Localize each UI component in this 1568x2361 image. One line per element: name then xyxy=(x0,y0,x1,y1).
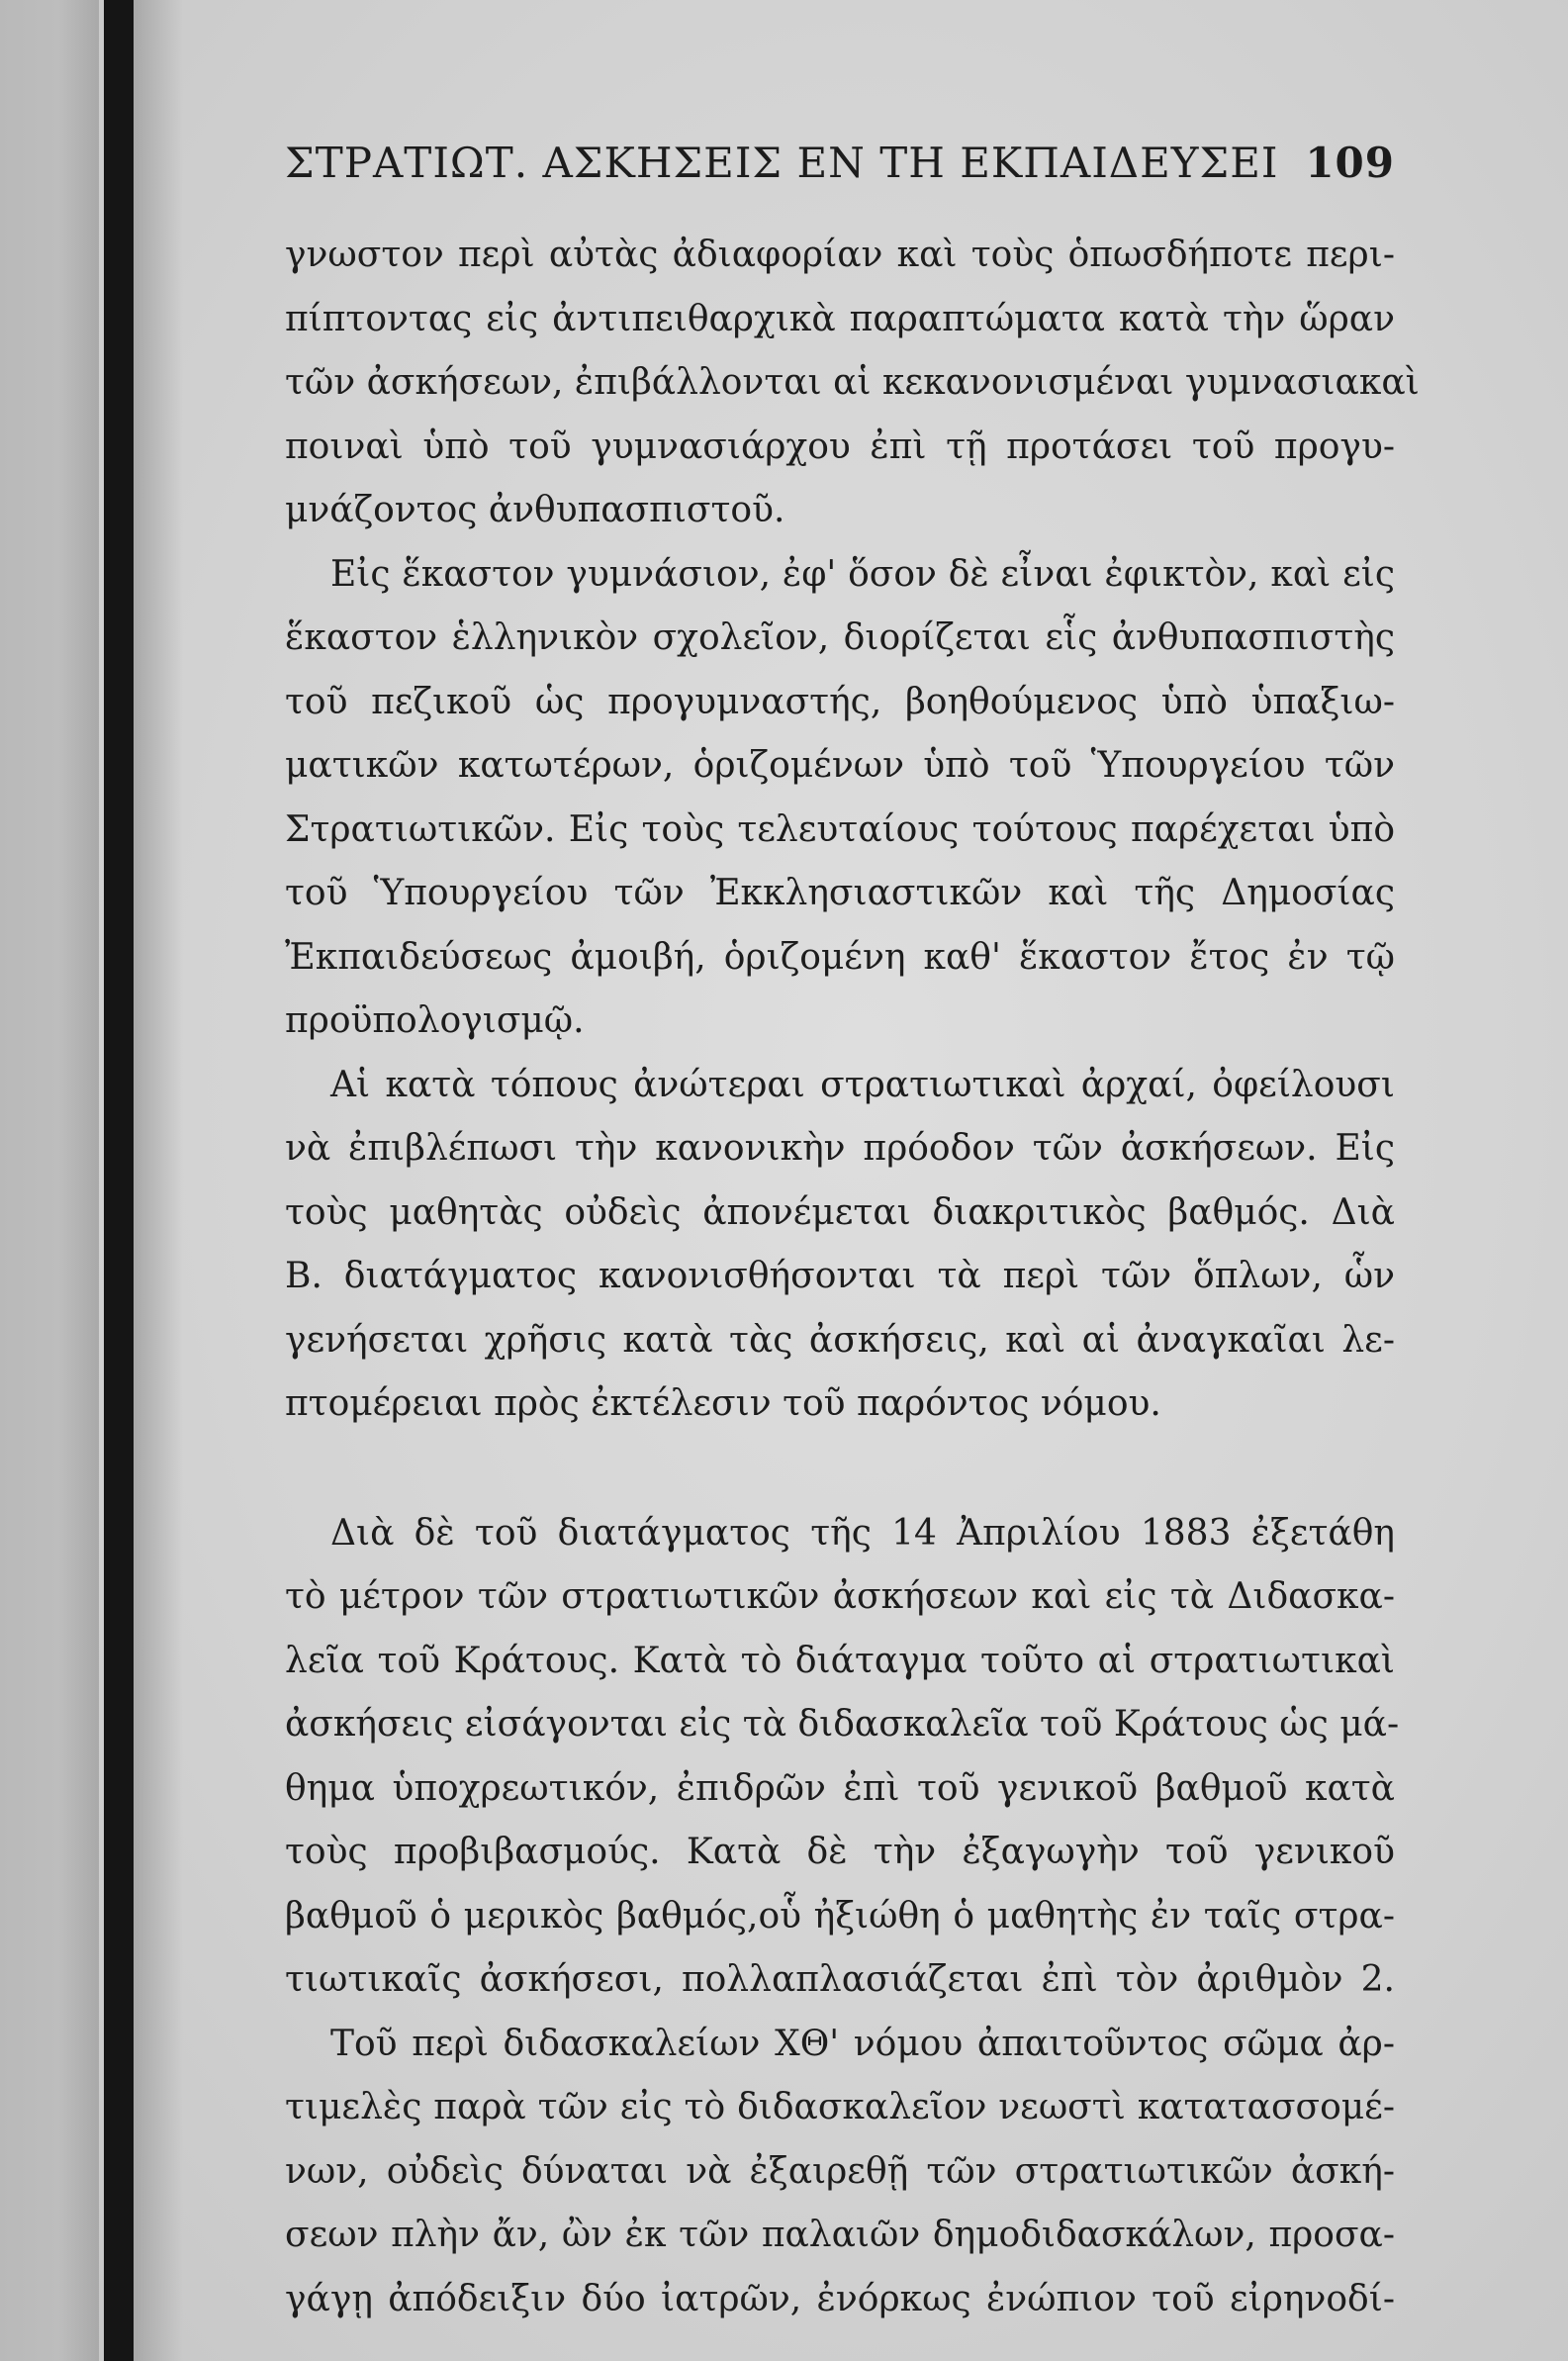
text-line: γάγῃ ἀπόδειξιν δύο ἰατρῶν, ἐνόρκως ἐνώπιον τοῦ εἰρηνοδί- xyxy=(285,2278,1395,2319)
text-line: Εἰς ἕκαστον γυμνάσιον, ἐφ' ὅσον δὲ εἶναι ἐφικτὸν, καὶ εἰς xyxy=(330,553,1395,595)
text-block-2 xyxy=(285,1502,1400,2332)
text-line: γνωστον περὶ αὐτὰς ἀδιαφορίαν καὶ τοὺς ὁπωσδήποτε περι- xyxy=(285,235,1395,275)
text-line: Τοῦ περὶ διδασκαλείων ΧΘ' νόμου ἀπαιτοῦντος σῶμα ἀρ- xyxy=(330,2023,1395,2064)
text-line: Β. διατάγματος κανονισθήσονται τὰ περὶ τῶν ὅπλων, ὧν xyxy=(285,1256,1395,1296)
text-line: νὰ ἐπιβλέπωσι τὴν κανονικὴν πρόοδον τῶν ἀσκήσεων. Εἰς xyxy=(285,1128,1395,1169)
text-line: Ἐκπαιδεύσεως ἀμοιβή, ὁριζομένη καθ' ἕκαστον ἔτος ἐν τῷ xyxy=(285,936,1395,978)
text-line: ἀσκήσεις εἰσάγονται εἰς τὰ διδασκαλεῖα τοῦ Κράτους ὡς μά- xyxy=(285,1704,1400,1745)
text-line: τοὺς μαθητὰς οὐδεὶς ἀπονέμεται διακριτικὸς βαθμός. Διὰ xyxy=(285,1191,1395,1233)
facing-page-edge xyxy=(0,0,99,2361)
text-line: μνάζοντος ἀνθυπασπιστοῦ. xyxy=(285,490,785,530)
text-line: τιωτικαῖς ἀσκήσεσι, πολλαπλασιάζεται ἐπὶ τὸν ἀριθμὸν 2. xyxy=(285,1959,1395,2000)
text-line: γενήσεται χρῆσις κατὰ τὰς ἀσκήσεις, καὶ αἱ ἀναγκαῖαι λε- xyxy=(285,1319,1395,1361)
gutter-shadow xyxy=(134,0,183,2361)
text-line: σεων πλὴν ἄν, ὢν ἐκ τῶν παλαιῶν δημοδιδασκάλων, προσα- xyxy=(285,2215,1395,2255)
book-binding-gutter xyxy=(104,0,134,2361)
text-line: τοῦ Ὑπουργείου τῶν Ἐκκλησιαστικῶν καὶ τῆς Δημοσίας xyxy=(285,873,1395,913)
text-block-1 xyxy=(285,224,1420,1437)
text-line: ποιναὶ ὑπὸ τοῦ γυμνασιάρχου ἐπὶ τῇ προτάσει τοῦ προγυ- xyxy=(285,425,1395,467)
text-line: Αἱ κατὰ τόπους ἀνώτεραι στρατιωτικαὶ ἀρχαί, ὀφείλουσι xyxy=(330,1064,1395,1105)
text-line: ἕκαστον ἑλληνικὸν σχολεῖον, διορίζεται εἷς ἀνθυπασπιστὴς xyxy=(285,617,1395,658)
text-line: πίπτοντας εἰς ἀντιπειθαρχικὰ παραπτώματα κατὰ τὴν ὥραν xyxy=(285,298,1395,339)
text-line: προϋπολογισμῷ. xyxy=(285,1000,585,1041)
text-line: τὸ μέτρον τῶν στρατιωτικῶν ἀσκήσεων καὶ εἰς τὰ Διδασκα- xyxy=(285,1576,1395,1617)
text-line: λεῖα τοῦ Κράτους. Κατὰ τὸ διάταγμα τοῦτο αἱ στρατιωτικαὶ xyxy=(285,1640,1395,1681)
text-line: Στρατιωτικῶν. Εἰς τοὺς τελευταίους τούτους παρέχεται ὑπὸ xyxy=(285,808,1395,850)
book-page xyxy=(285,139,1420,2331)
text-line: νων, οὐδεὶς δύναται νὰ ἐξαιρεθῇ τῶν στρατιωτικῶν ἀσκή- xyxy=(285,2150,1395,2192)
section-gap xyxy=(285,1437,1395,1502)
text-line: τῶν ἀσκήσεων, ἐπιβάλλονται αἱ κεκανονισμέναι γυμνασιακαὶ xyxy=(285,362,1420,403)
running-header-title: ΣΤΡΑΤΙΩΤ. ΑΣΚΗΣΕΙΣ ΕΝ ΤΗ ΕΚΠΑΙΔΕΥΣΕΙ xyxy=(285,139,1279,187)
page-number: 109 xyxy=(1305,139,1395,187)
text-line: ματικῶν κατωτέρων, ὁριζομένων ὑπὸ τοῦ Ὑπουργείου τῶν xyxy=(285,745,1395,786)
text-line: θημα ὑποχρεωτικόν, ἐπιδρῶν ἐπὶ τοῦ γενικοῦ βαθμοῦ κατὰ xyxy=(285,1767,1395,1809)
text-line: τοὺς προβιβασμούς. Κατὰ δὲ τὴν ἐξαγωγὴν τοῦ γενικοῦ xyxy=(285,1832,1395,1872)
text-line: πτομέρειαι πρὸς ἐκτέλεσιν τοῦ παρόντος νόμου. xyxy=(285,1383,1161,1424)
running-header xyxy=(285,139,1395,198)
text-line: βαθμοῦ ὁ μερικὸς βαθμός,οὗ ἠξιώθη ὁ μαθητὴς ἐν ταῖς στρα- xyxy=(285,1895,1395,1936)
text-line: τοῦ πεζικοῦ ὡς προγυμναστής, βοηθούμενος ὑπὸ ὑπαξιω- xyxy=(285,681,1395,722)
text-line: Διὰ δὲ τοῦ διατάγματος τῆς 14 Ἀπριλίου 1883 ἐξετάθη xyxy=(330,1512,1395,1554)
text-line: τιμελὲς παρὰ τῶν εἰς τὸ διδασκαλεῖον νεωστὶ κατατασσομέ- xyxy=(285,2087,1395,2127)
